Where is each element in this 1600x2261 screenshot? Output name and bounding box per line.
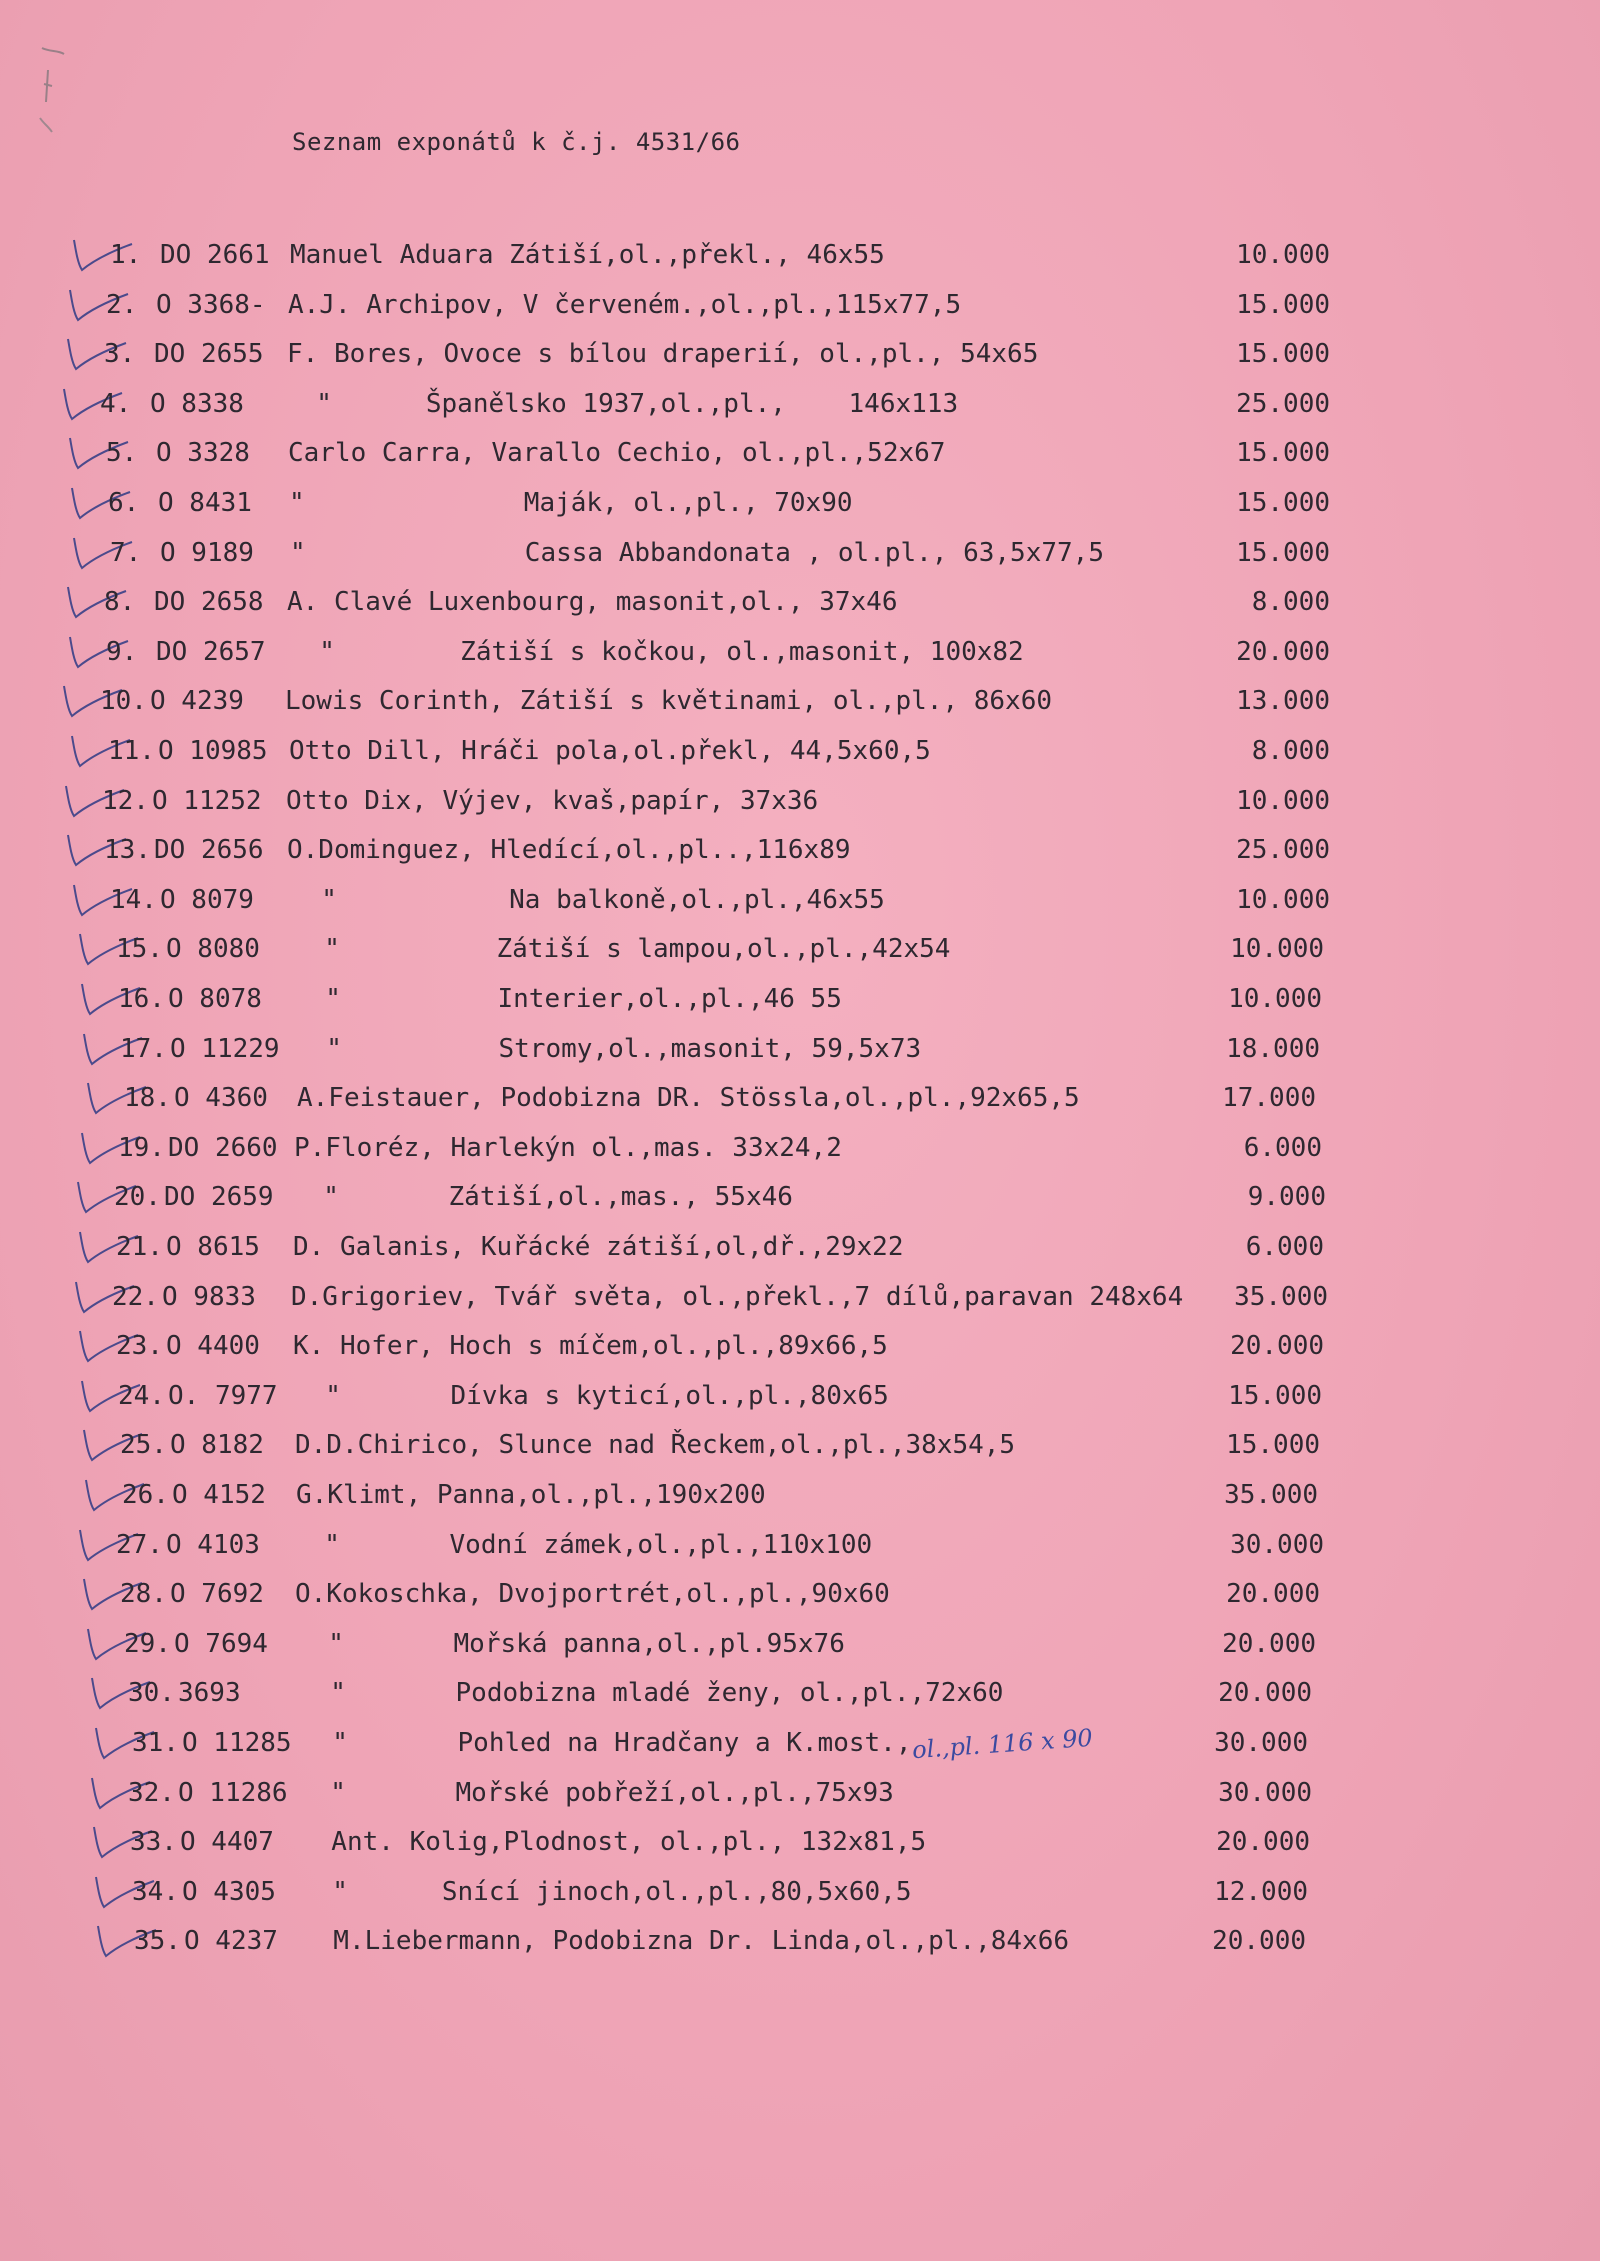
inventory-number: O 4239 xyxy=(150,686,244,717)
list-item xyxy=(0,1926,1600,1966)
exhibit-description: " Podobizna mladé ženy, ol.,pl.,72x60 xyxy=(299,1678,1004,1709)
inventory-number: O 11285 xyxy=(182,1728,292,1758)
inventory-number: DO 2658 xyxy=(154,587,264,618)
exhibit-description: A.J. Archipov, V červeném.,ol.,pl.,115x77,5 xyxy=(288,289,962,320)
item-number: 26. xyxy=(122,1480,169,1510)
inventory-number: O 9833 xyxy=(162,1281,256,1312)
exhibit-description: P.Floréz, Harlekýn ol.,mas. 33x24,2 xyxy=(294,1132,842,1163)
insurance-value: 15.000 xyxy=(1236,488,1330,518)
insurance-value: 10.000 xyxy=(1236,785,1330,816)
list-item xyxy=(0,488,1600,528)
handwritten-note: ol.,pl. 116 x 90 xyxy=(911,1723,1094,1765)
insurance-value: 15.000 xyxy=(1236,438,1330,469)
insurance-value: 25.000 xyxy=(1236,835,1330,866)
item-number: 16. xyxy=(118,984,165,1014)
pencil-mark-decoration xyxy=(30,40,100,150)
item-number: 31. xyxy=(132,1728,179,1758)
list-item xyxy=(0,1877,1600,1917)
list-item xyxy=(0,1778,1600,1818)
exhibit-description: Manuel Aduara Zátiší,ol.,překl., 46x55 xyxy=(290,240,885,270)
inventory-number: DO 2659 xyxy=(164,1182,274,1213)
insurance-value: 20.000 xyxy=(1222,1628,1316,1659)
list-item xyxy=(0,984,1600,1024)
item-number: 2. xyxy=(106,289,138,320)
inventory-number: DO 2657 xyxy=(156,636,266,667)
exhibit-description: Lowis Corinth, Zátiší s květinami, ol.,pl., 86x60 xyxy=(285,686,1053,717)
item-number: 11. xyxy=(108,736,155,766)
item-number: 21. xyxy=(116,1232,163,1262)
inventory-number: O. 7977 xyxy=(168,1380,278,1411)
list-item xyxy=(0,1629,1600,1669)
insurance-value: 15.000 xyxy=(1228,1380,1322,1411)
inventory-number: O 11286 xyxy=(178,1777,288,1808)
exhibit-description: " Vodní zámek,ol.,pl.,110x100 xyxy=(293,1529,873,1560)
item-number: 10. xyxy=(100,686,147,717)
item-number: 28. xyxy=(120,1579,167,1610)
insurance-value: 6.000 xyxy=(1245,1232,1324,1262)
list-item xyxy=(0,1232,1600,1272)
exhibit-description: Carlo Carra, Varallo Cechio, ol.,pl.,52x67 xyxy=(288,438,946,469)
item-number: 1. xyxy=(110,240,142,270)
list-item xyxy=(0,835,1600,875)
item-number: 25. xyxy=(120,1430,167,1461)
list-item xyxy=(0,736,1600,776)
insurance-value: 12.000 xyxy=(1214,1876,1308,1907)
insurance-value: 8.000 xyxy=(1251,587,1330,618)
insurance-value: 20.000 xyxy=(1236,636,1330,667)
exhibit-description: Otto Dix, Výjev, kvaš,papír, 37x36 xyxy=(286,785,819,816)
inventory-number: O 8079 xyxy=(160,884,254,915)
insurance-value: 10.000 xyxy=(1236,884,1330,915)
insurance-value: 18.000 xyxy=(1226,1033,1320,1064)
exhibit-description: " Zátiší s lampou,ol.,pl.,42x54 xyxy=(293,934,951,965)
exhibit-description: G.Klimt, Panna,ol.,pl.,190x200 xyxy=(296,1480,766,1510)
exhibit-description: A.Feistauer, Podobizna DR. Stössla,ol.,pl.,92x65,5 xyxy=(297,1083,1080,1114)
exhibit-description: " Interier,ol.,pl.,46 55 xyxy=(294,984,842,1014)
inventory-number: O 7692 xyxy=(170,1579,264,1610)
inventory-number: O 11229 xyxy=(170,1033,280,1064)
inventory-number: O 4237 xyxy=(184,1926,278,1957)
exhibit-description: " Snící jinoch,ol.,pl.,80,5x60,5 xyxy=(301,1876,912,1907)
list-item xyxy=(0,1034,1600,1074)
exhibit-description: " Mořské pobřeží,ol.,pl.,75x93 xyxy=(299,1777,894,1808)
inventory-number: O 4103 xyxy=(166,1529,260,1560)
inventory-number: O 8431 xyxy=(158,488,252,518)
inventory-number: O 4407 xyxy=(180,1827,274,1858)
list-item xyxy=(0,1331,1600,1371)
list-item xyxy=(0,637,1600,677)
exhibit-description: K. Hofer, Hoch s míčem,ol.,pl.,89x66,5 xyxy=(293,1331,888,1362)
list-item xyxy=(0,1728,1600,1768)
inventory-number: O 9189 xyxy=(160,537,254,568)
insurance-value: 13.000 xyxy=(1236,686,1330,717)
inventory-number: O 8338 xyxy=(150,388,244,419)
item-number: 15. xyxy=(116,934,163,965)
item-number: 29. xyxy=(124,1628,171,1659)
inventory-number: DO 2656 xyxy=(154,835,264,866)
list-item xyxy=(0,1282,1600,1322)
inventory-number: DO 2660 xyxy=(168,1132,278,1163)
list-item xyxy=(0,1530,1600,1570)
document-title: Seznam exponátů k č.j. 4531/66 xyxy=(292,128,741,156)
insurance-value: 15.000 xyxy=(1236,537,1330,568)
insurance-value: 15.000 xyxy=(1236,339,1330,370)
inventory-number: O 3368- xyxy=(156,289,266,320)
insurance-value: 20.000 xyxy=(1218,1678,1312,1709)
list-item xyxy=(0,1381,1600,1421)
exhibit-description: " Stromy,ol.,masonit, 59,5x73 xyxy=(295,1033,922,1064)
list-item xyxy=(0,1678,1600,1718)
insurance-value: 20.000 xyxy=(1230,1331,1324,1362)
inventory-number: O 8182 xyxy=(170,1430,264,1461)
exhibit-description: " Zátiší s kočkou, ol.,masonit, 100x82 xyxy=(288,636,1024,667)
insurance-value: 30.000 xyxy=(1230,1529,1324,1560)
item-number: 33. xyxy=(130,1827,177,1858)
insurance-value: 30.000 xyxy=(1214,1728,1308,1758)
inventory-number: O 4305 xyxy=(182,1876,276,1907)
item-number: 30. xyxy=(128,1678,175,1709)
item-number: 3. xyxy=(104,339,136,370)
exhibit-description: " Mořská panna,ol.,pl.95x76 xyxy=(297,1628,845,1659)
item-number: 18. xyxy=(124,1083,171,1114)
list-item xyxy=(0,339,1600,379)
inventory-number: O 4360 xyxy=(174,1083,268,1114)
item-number: 9. xyxy=(106,636,138,667)
item-number: 32. xyxy=(128,1777,175,1808)
item-number: 8. xyxy=(104,587,136,618)
list-item xyxy=(0,1827,1600,1867)
insurance-value: 15.000 xyxy=(1226,1430,1320,1461)
insurance-value: 20.000 xyxy=(1216,1827,1310,1858)
item-number: 22. xyxy=(112,1281,159,1312)
inventory-number: O 11252 xyxy=(152,785,262,816)
item-number: 19. xyxy=(118,1132,165,1163)
exhibit-description: Otto Dill, Hráči pola,ol.překl, 44,5x60,5 xyxy=(289,736,931,766)
item-number: 34. xyxy=(132,1876,179,1907)
item-number: 17. xyxy=(120,1033,167,1064)
list-item xyxy=(0,1430,1600,1470)
inventory-number: 3693 xyxy=(178,1678,241,1709)
insurance-value: 17.000 xyxy=(1222,1083,1316,1114)
exhibit-description: M.Liebermann, Podobizna Dr. Linda,ol.,pl.,84x66 xyxy=(302,1926,1070,1957)
list-item xyxy=(0,1133,1600,1173)
item-number: 35. xyxy=(134,1926,181,1957)
exhibit-description: F. Bores, Ovoce s bílou draperií, ol.,pl., 54x65 xyxy=(287,339,1039,370)
exhibit-description: " Maják, ol.,pl., 70x90 xyxy=(289,488,853,518)
exhibit-description: Ant. Kolig,Plodnost, ol.,pl., 132x81,5 xyxy=(300,1827,927,1858)
insurance-value: 10.000 xyxy=(1230,934,1324,965)
insurance-value: 6.000 xyxy=(1243,1132,1322,1163)
item-number: 7. xyxy=(110,537,142,568)
inventory-number: O 4400 xyxy=(166,1331,260,1362)
insurance-value: 25.000 xyxy=(1236,388,1330,419)
list-item xyxy=(0,587,1600,627)
insurance-value: 30.000 xyxy=(1218,1777,1312,1808)
inventory-number: O 4152 xyxy=(172,1480,266,1510)
exhibit-description: D.D.Chirico, Slunce nad Řeckem,ol.,pl.,38x54,5 xyxy=(295,1430,1016,1461)
item-number: 13. xyxy=(104,835,151,866)
list-item xyxy=(0,1182,1600,1222)
inventory-number: O 7694 xyxy=(174,1628,268,1659)
inventory-number: DO 2661 xyxy=(160,240,270,270)
list-item xyxy=(0,438,1600,478)
insurance-value: 10.000 xyxy=(1236,240,1330,270)
item-number: 5. xyxy=(106,438,138,469)
list-item xyxy=(0,538,1600,578)
inventory-number: DO 2655 xyxy=(154,339,264,370)
item-number: 24. xyxy=(118,1380,165,1411)
exhibit-description: " Cassa Abbandonata , ol.pl., 63,5x77,5 xyxy=(290,537,1104,568)
list-item xyxy=(0,389,1600,429)
item-number: 4. xyxy=(100,388,132,419)
inventory-number: O 10985 xyxy=(158,736,268,766)
exhibit-description: " Pohled na Hradčany a K.most., xyxy=(301,1728,912,1758)
item-number: 27. xyxy=(116,1529,163,1560)
insurance-value: 20.000 xyxy=(1226,1579,1320,1610)
list-item xyxy=(0,934,1600,974)
exhibit-description: A. Clavé Luxenbourg, masonit,ol., 37x46 xyxy=(287,587,898,618)
exhibit-description: D. Galanis, Kuřácké zátiší,ol,dř.,29x22 xyxy=(293,1232,904,1262)
exhibit-description: " Španělsko 1937,ol.,pl., 146x113 xyxy=(285,388,959,419)
list-item xyxy=(0,240,1600,280)
insurance-value: 35.000 xyxy=(1234,1281,1328,1312)
insurance-value: 35.000 xyxy=(1224,1480,1318,1510)
list-item xyxy=(0,290,1600,330)
insurance-value: 15.000 xyxy=(1236,289,1330,320)
list-item xyxy=(0,786,1600,826)
list-item xyxy=(0,1579,1600,1619)
inventory-number: O 8078 xyxy=(168,984,262,1014)
list-item xyxy=(0,1480,1600,1520)
exhibit-description: O.Kokoschka, Dvojportrét,ol.,pl.,90x60 xyxy=(295,1579,890,1610)
exhibit-description: O.Dominguez, Hledící,ol.,pl..,116x89 xyxy=(287,835,851,866)
inventory-number: O 3328 xyxy=(156,438,250,469)
list-item xyxy=(0,686,1600,726)
item-number: 6. xyxy=(108,488,140,518)
exhibit-description: " Na balkoně,ol.,pl.,46x55 xyxy=(290,884,885,915)
list-item xyxy=(0,885,1600,925)
exhibit-description: D.Grigoriev, Tvář světa, ol.,překl.,7 dílů,paravan 248x64 xyxy=(291,1281,1184,1312)
list-item xyxy=(0,1083,1600,1123)
item-number: 23. xyxy=(116,1331,163,1362)
item-number: 14. xyxy=(110,884,157,915)
item-number: 12. xyxy=(102,785,149,816)
insurance-value: 8.000 xyxy=(1251,736,1330,766)
exhibit-description: " Dívka s kyticí,ol.,pl.,80x65 xyxy=(294,1380,889,1411)
insurance-value: 10.000 xyxy=(1228,984,1322,1014)
inventory-number: O 8615 xyxy=(166,1232,260,1262)
item-number: 20. xyxy=(114,1182,161,1213)
insurance-value: 20.000 xyxy=(1212,1926,1306,1957)
inventory-number: O 8080 xyxy=(166,934,260,965)
exhibit-description: " Zátiší,ol.,mas., 55x46 xyxy=(292,1182,793,1213)
insurance-value: 9.000 xyxy=(1247,1182,1326,1213)
